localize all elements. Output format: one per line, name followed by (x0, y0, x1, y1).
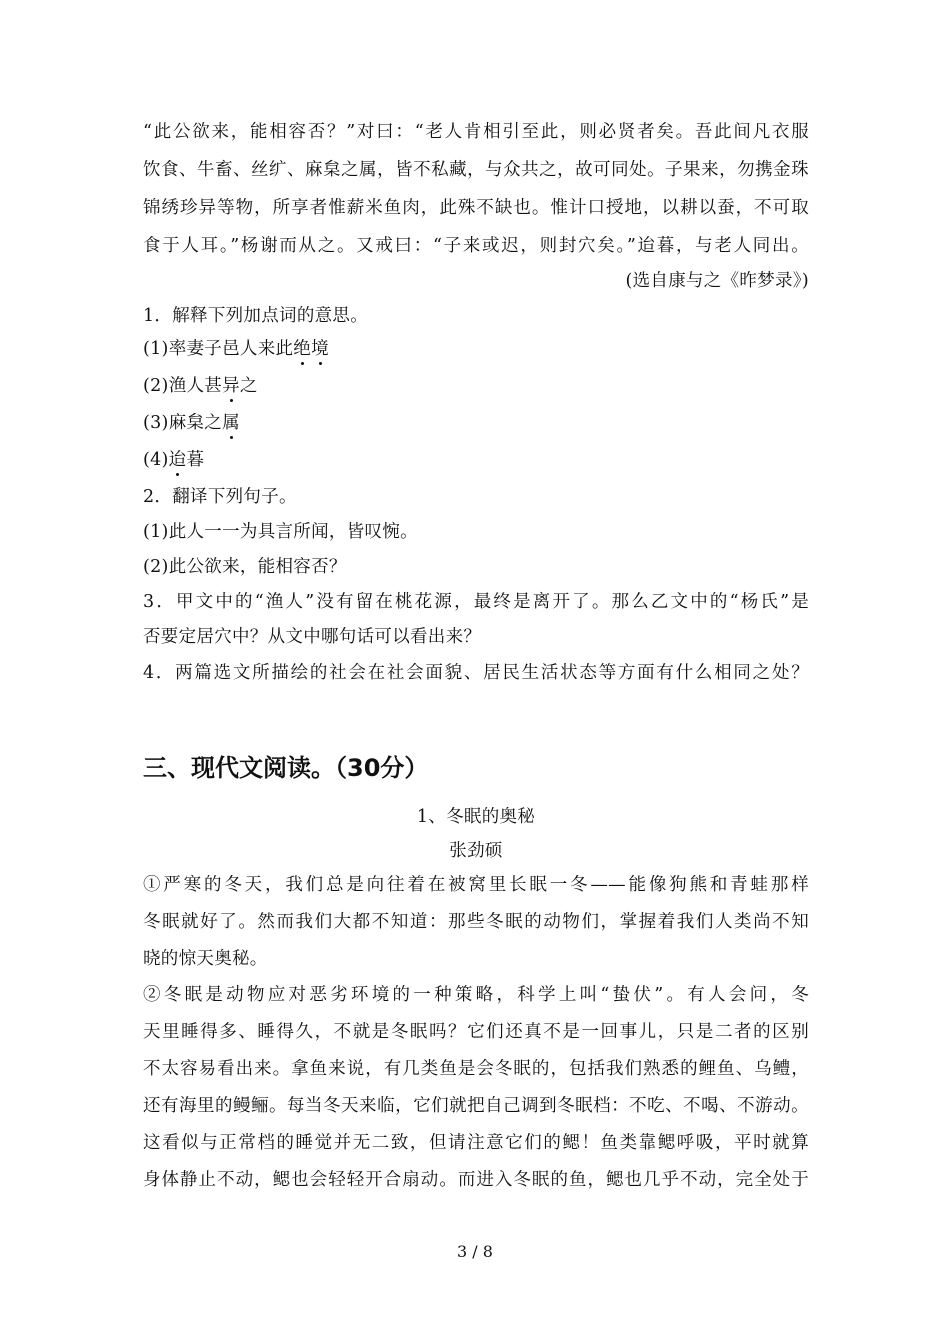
question-3-line: 3．甲文中的“渔人”没有留在桃花源，最终是离开了。那么乙文中的“杨氏”是 (143, 592, 809, 612)
paragraph-1-line: ①严寒的冬天，我们总是向往着在被窝里长眠一冬——能像狗熊和青蛙那样 (143, 875, 809, 895)
question-1-item-3 (143, 411, 809, 435)
passage-b-line: 锦绣珍异等物，所享者惟薪米鱼肉，此殊不缺也。惟计口授地，以耕以蚕，不可取 (143, 198, 809, 218)
question-4: 4．两篇选文所描绘的社会在社会面貌、居民生活状态等方面有什么相同之处？ (143, 663, 809, 683)
article-title: 1、冬眠的奥秘 (416, 807, 536, 827)
question-2-item: (1)此人一一为具言所闻，皆叹惋。 (143, 522, 418, 542)
question-2-label: 2．翻译下列句子。 (143, 487, 297, 507)
question-1-label: 1．解释下列加点词的意思。 (143, 306, 369, 326)
dotted-char: 绝 (293, 339, 312, 359)
passage-b-source: (选自康与之《昨梦录》) (625, 271, 809, 291)
question-3-line: 否要定居穴中？从文中哪句话可以看出来？ (143, 627, 482, 647)
paragraph-2-line: 不太容易看出来。拿鱼来说，有几类鱼是会冬眠的，包括我们熟悉的鲤鱼、乌鳢， (143, 1059, 809, 1079)
question-1-item-2 (143, 374, 809, 398)
dotted-char: 属 (222, 413, 240, 433)
section-heading: 三、现代文阅读。（30分） (143, 754, 429, 782)
passage-b-line: 食于人耳。”杨谢而从之。又戒曰：“子来或迟，则封穴矣。”迨暮，与老人同出。 (143, 236, 809, 256)
question-2-item: (2)此公欲来，能相容否？ (143, 557, 347, 577)
paragraph-1-line: 冬眠就好了。然而我们大都不知道：那些冬眠的动物们，掌握着我们人类尚不知 (143, 912, 809, 932)
paragraph-2-line: 天里睡得多、睡得久，不就是冬眠吗？它们还真不是一回事儿，只是二者的区别 (143, 1022, 809, 1042)
item-text: 之 (239, 376, 258, 396)
passage-b-line: “此公欲来，能相容否？”对曰：“老人肯相引至此，则必贤者矣。吾此间凡衣服 (143, 122, 809, 142)
paragraph-2-line: ②冬眠是动物应对恶劣环境的一种策略，科学上叫“蛰伏”。有人会问，冬 (143, 985, 809, 1005)
dotted-char: 迨 (168, 450, 187, 470)
dotted-char: 境 (311, 339, 329, 359)
page-number: 3 / 8 (457, 1242, 493, 1261)
item-text: (4) (143, 450, 169, 470)
paragraph-2-line: 这看似与正常档的睡觉并无二致，但请注意它们的鳃！鱼类靠鳃呼吸，平时就算 (143, 1133, 809, 1153)
paragraph-2-line: 身体静止不动，鳃也会轻轻开合扇动。而进入冬眠的鱼，鳃也几乎不动，完全处于 (143, 1170, 809, 1190)
dotted-char: 异 (222, 376, 240, 396)
item-text: (2)渔人甚 (143, 376, 223, 396)
item-text: (3)麻枲之 (143, 413, 223, 433)
passage-b-line: 饮食、牛畜、丝纩、麻枲之属，皆不私藏，与众共之，故可同处。子果来，勿携金珠 (143, 160, 809, 180)
paragraph-2-line: 还有海里的鳗鲡。每当冬天来临，它们就把自己调到冬眠档：不吃、不喝、不游动。 (143, 1096, 809, 1116)
question-1-item-1 (143, 337, 809, 361)
paragraph-1-line: 晓的惊天奥秘。 (143, 949, 268, 969)
article-author: 张劲硕 (449, 841, 503, 861)
item-text: (1)率妻子邑人来此 (143, 339, 294, 359)
question-1-item-4 (143, 448, 809, 472)
item-text: 暮 (186, 450, 205, 470)
